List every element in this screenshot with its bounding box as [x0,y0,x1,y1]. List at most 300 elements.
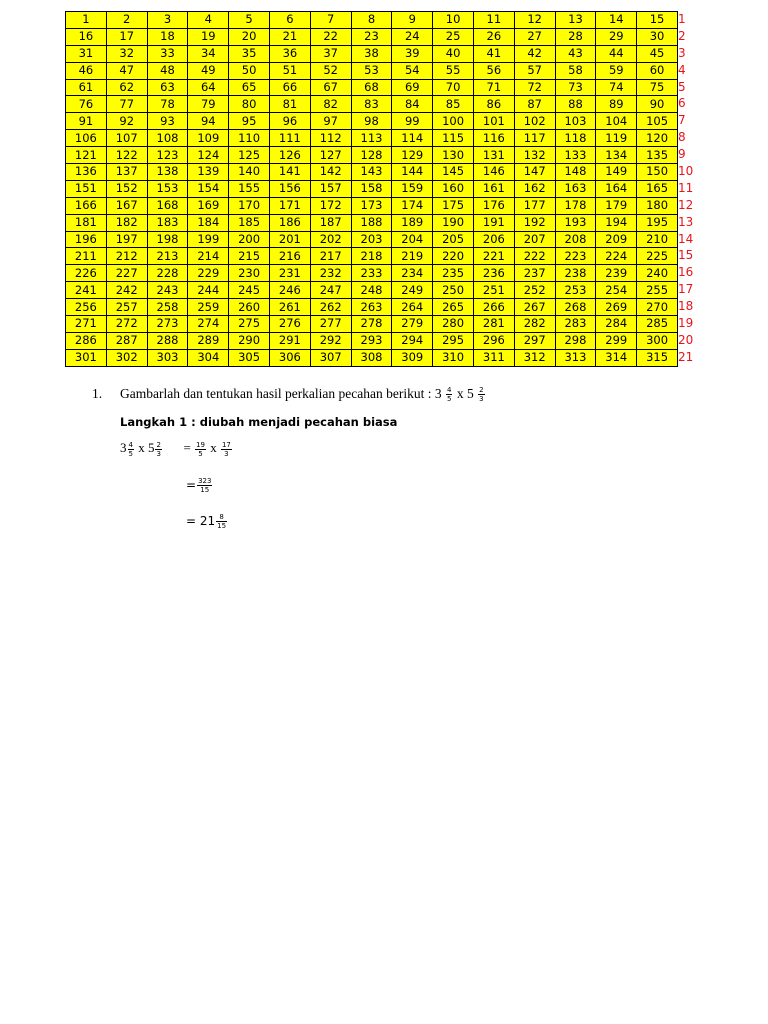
grid-cell: 26 [473,28,514,45]
grid-cell: 18 [147,28,188,45]
grid-cell: 277 [310,316,351,333]
grid-cell: 172 [310,197,351,214]
grid-cell: 243 [147,282,188,299]
grid-cell: 127 [310,147,351,164]
fraction-numerator: 2 [479,386,484,395]
grid-cell: 295 [433,332,474,349]
grid-cell: 171 [269,197,310,214]
grid-cell: 290 [229,332,270,349]
grid-cell: 129 [392,147,433,164]
grid-cell: 276 [269,316,310,333]
grid-cell: 293 [351,332,392,349]
grid-cell: 70 [433,79,474,96]
grid-cell: 285 [637,316,678,333]
grid-row [66,96,678,113]
grid-cell: 187 [310,214,351,231]
grid-cell: 163 [555,180,596,197]
grid-cell: 315 [637,349,678,366]
grid-cell: 83 [351,96,392,113]
grid-cell: 191 [473,214,514,231]
grid-cell: 205 [433,231,474,248]
grid-cell: 11 [473,12,514,29]
row-label: 7 [678,113,686,128]
grid-cell: 61 [66,79,107,96]
grid-cell: 90 [637,96,678,113]
grid-cell: 8 [351,12,392,29]
grid-cell: 118 [555,130,596,147]
grid-cell: 71 [473,79,514,96]
row-label: 17 [678,282,694,297]
grid-cell: 259 [188,299,229,316]
grid-row [66,147,678,164]
grid-cell: 253 [555,282,596,299]
grid-cell: 232 [310,265,351,282]
grid-cell: 204 [392,231,433,248]
grid-cell: 249 [392,282,433,299]
grid-cell: 106 [66,130,107,147]
grid-cell: 102 [514,113,555,130]
grid-cell: 242 [106,282,147,299]
grid-cell: 195 [637,214,678,231]
grid-cell: 263 [351,299,392,316]
grid-cell: 182 [106,214,147,231]
grid-cell: 36 [269,45,310,62]
grid-cell: 85 [433,96,474,113]
grid-cell: 304 [188,349,229,366]
grid-cell: 305 [229,349,270,366]
grid-cell: 228 [147,265,188,282]
grid-cell: 241 [66,282,107,299]
product-fraction [197,477,212,494]
grid-cell: 126 [269,147,310,164]
grid-cell: 159 [392,180,433,197]
grid-cell: 265 [433,299,474,316]
grid-cell: 156 [269,180,310,197]
fraction-denominator: 5 [447,395,452,404]
grid-cell: 101 [473,113,514,130]
grid-cell: 148 [555,164,596,181]
improper-fraction-2 [221,441,232,458]
grid-cell: 164 [596,180,637,197]
grid-cell: 271 [66,316,107,333]
grid-cell: 292 [310,332,351,349]
grid-cell: 113 [351,130,392,147]
grid-cell: 189 [392,214,433,231]
grid-cell: 114 [392,130,433,147]
grid-cell: 300 [637,332,678,349]
grid-row [66,299,678,316]
grid-cell: 299 [596,332,637,349]
step-1-line-3 [186,513,228,530]
grid-cell: 196 [66,231,107,248]
grid-cell: 252 [514,282,555,299]
mixed-whole: 3 [120,440,127,455]
grid-cell: 116 [473,130,514,147]
question-1 [92,386,486,403]
grid-cell: 224 [596,248,637,265]
fraction-numerator: 4 [447,386,452,395]
grid-cell: 209 [596,231,637,248]
grid-row [66,28,678,45]
grid-cell: 233 [351,265,392,282]
row-label: 2 [678,28,686,43]
grid-cell: 120 [637,130,678,147]
grid-cell: 86 [473,96,514,113]
grid-cell: 135 [637,147,678,164]
grid-cell: 279 [392,316,433,333]
grid-cell: 125 [229,147,270,164]
grid-cell: 59 [596,62,637,79]
grid-cell: 308 [351,349,392,366]
grid-cell: 225 [637,248,678,265]
grid-cell: 192 [514,214,555,231]
result-whole: = 21 [186,514,216,528]
grid-cell: 258 [147,299,188,316]
grid-cell: 184 [188,214,229,231]
grid-cell: 45 [637,45,678,62]
fraction-numerator: 2 [156,440,161,449]
step-1-title: Langkah 1 : diubah menjadi pecahan biasa [120,415,398,429]
grid-cell: 81 [269,96,310,113]
grid-cell: 211 [66,248,107,265]
grid-cell: 1 [66,12,107,29]
grid-cell: 185 [229,214,270,231]
grid-cell: 31 [66,45,107,62]
grid-cell: 261 [269,299,310,316]
grid-cell: 254 [596,282,637,299]
grid-cell: 268 [555,299,596,316]
grid-cell: 121 [66,147,107,164]
grid-cell: 223 [555,248,596,265]
number-grid [65,11,678,367]
grid-cell: 166 [66,197,107,214]
grid-cell: 274 [188,316,229,333]
grid-cell: 237 [514,265,555,282]
grid-cell: 167 [106,197,147,214]
grid-cell: 213 [147,248,188,265]
grid-cell: 123 [147,147,188,164]
grid-cell: 72 [514,79,555,96]
grid-cell: 56 [473,62,514,79]
fraction-denominator: 5 [198,449,203,458]
grid-cell: 89 [596,96,637,113]
grid-cell: 188 [351,214,392,231]
grid-cell: 22 [310,28,351,45]
grid-cell: 51 [269,62,310,79]
grid-cell: 28 [555,28,596,45]
grid-cell: 37 [310,45,351,62]
grid-cell: 66 [269,79,310,96]
grid-cell: 150 [637,164,678,181]
grid-cell: 207 [514,231,555,248]
grid-cell: 238 [555,265,596,282]
grid-cell: 9 [392,12,433,29]
row-label: 6 [678,96,686,111]
grid-cell: 286 [66,332,107,349]
grid-row [66,45,678,62]
grid-cell: 146 [473,164,514,181]
grid-cell: 12 [514,12,555,29]
grid-cell: 115 [433,130,474,147]
row-label: 8 [678,130,686,145]
grid-cell: 311 [473,349,514,366]
grid-cell: 34 [188,45,229,62]
grid-cell: 278 [351,316,392,333]
grid-cell: 73 [555,79,596,96]
grid-cell: 266 [473,299,514,316]
grid-cell: 69 [392,79,433,96]
grid-cell: 107 [106,130,147,147]
grid-row [66,180,678,197]
grid-cell: 47 [106,62,147,79]
grid-cell: 176 [473,197,514,214]
grid-cell: 79 [188,96,229,113]
grid-cell: 246 [269,282,310,299]
question-number: 1. [92,386,103,401]
grid-cell: 215 [229,248,270,265]
grid-cell: 40 [433,45,474,62]
grid-cell: 177 [514,197,555,214]
grid-cell: 312 [514,349,555,366]
grid-row [66,197,678,214]
step-1-line-1 [120,440,233,458]
grid-cell: 10 [433,12,474,29]
grid-cell: 94 [188,113,229,130]
grid-cell: 208 [555,231,596,248]
grid-row [66,265,678,282]
grid-cell: 17 [106,28,147,45]
grid-cell: 35 [229,45,270,62]
grid-cell: 313 [555,349,596,366]
grid-cell: 60 [637,62,678,79]
row-label: 9 [678,147,686,162]
grid-cell: 21 [269,28,310,45]
grid-cell: 44 [596,45,637,62]
grid-cell: 91 [66,113,107,130]
question-fraction-2 [478,386,484,403]
grid-cell: 301 [66,349,107,366]
mixed-fraction-2 [155,441,161,458]
grid-cell: 236 [473,265,514,282]
grid-cell: 24 [392,28,433,45]
grid-cell: 256 [66,299,107,316]
grid-cell: 158 [351,180,392,197]
grid-cell: 244 [188,282,229,299]
row-labels [678,11,702,366]
grid-cell: 206 [473,231,514,248]
grid-row [66,130,678,147]
fraction-numerator: 4 [128,440,133,449]
grid-cell: 272 [106,316,147,333]
grid-cell: 287 [106,332,147,349]
grid-cell: 248 [351,282,392,299]
grid-cell: 157 [310,180,351,197]
grid-cell: 314 [596,349,637,366]
row-label: 21 [678,349,694,364]
grid-cell: 33 [147,45,188,62]
question-fraction-1 [446,386,452,403]
grid-cell: 179 [596,197,637,214]
grid-cell: 133 [555,147,596,164]
row-label: 1 [678,12,686,26]
grid-cell: 216 [269,248,310,265]
grid-cell: 131 [473,147,514,164]
grid-cell: 212 [106,248,147,265]
grid-cell: 64 [188,79,229,96]
grid-cell: 137 [106,164,147,181]
grid-cell: 273 [147,316,188,333]
grid-row [66,214,678,231]
grid-cell: 197 [106,231,147,248]
grid-cell: 6 [269,12,310,29]
grid-cell: 297 [514,332,555,349]
grid-cell: 63 [147,79,188,96]
grid-row [66,332,678,349]
grid-cell: 174 [392,197,433,214]
grid-cell: 183 [147,214,188,231]
row-label: 12 [678,197,694,212]
grid-cell: 240 [637,265,678,282]
grid-cell: 41 [473,45,514,62]
grid-cell: 14 [596,12,637,29]
grid-cell: 230 [229,265,270,282]
grid-cell: 169 [188,197,229,214]
grid-cell: 29 [596,28,637,45]
grid-cell: 75 [637,79,678,96]
grid-cell: 25 [433,28,474,45]
grid-cell: 264 [392,299,433,316]
grid-cell: 88 [555,96,596,113]
grid-cell: 245 [229,282,270,299]
grid-cell: 194 [596,214,637,231]
grid-cell: 234 [392,265,433,282]
grid-cell: 20 [229,28,270,45]
grid-cell: 134 [596,147,637,164]
grid-cell: 229 [188,265,229,282]
grid-cell: 62 [106,79,147,96]
grid-cell: 124 [188,147,229,164]
grid-cell: 202 [310,231,351,248]
grid-cell: 289 [188,332,229,349]
grid-cell: 222 [514,248,555,265]
grid-cell: 219 [392,248,433,265]
grid-cell: 132 [514,147,555,164]
row-label: 5 [678,79,686,94]
grid-row [66,164,678,181]
grid-row [66,62,678,79]
grid-cell: 168 [147,197,188,214]
result-fraction [216,513,227,530]
grid-cell: 235 [433,265,474,282]
grid-cell: 27 [514,28,555,45]
grid-cell: 87 [514,96,555,113]
grid-cell: 214 [188,248,229,265]
grid-cell: 226 [66,265,107,282]
equals-sign: = [183,440,191,455]
grid-cell: 218 [351,248,392,265]
grid-cell: 303 [147,349,188,366]
grid-cell: 67 [310,79,351,96]
grid-cell: 144 [392,164,433,181]
grid-cell: 151 [66,180,107,197]
grid-row [66,248,678,265]
grid-row [66,79,678,96]
grid-cell: 199 [188,231,229,248]
grid-cell: 153 [147,180,188,197]
grid-cell: 307 [310,349,351,366]
row-label: 20 [678,332,694,347]
grid-cell: 160 [433,180,474,197]
times-sign: x 5 [138,440,155,455]
fraction-denominator: 3 [224,449,229,458]
grid-cell: 77 [106,96,147,113]
number-table [65,11,678,367]
row-label: 14 [678,231,694,246]
grid-cell: 58 [555,62,596,79]
grid-cell: 302 [106,349,147,366]
grid-cell: 109 [188,130,229,147]
grid-cell: 95 [229,113,270,130]
grid-cell: 128 [351,147,392,164]
grid-row [66,231,678,248]
grid-cell: 97 [310,113,351,130]
grid-cell: 145 [433,164,474,181]
grid-cell: 306 [269,349,310,366]
grid-cell: 198 [147,231,188,248]
fraction-denominator: 15 [217,522,227,530]
grid-cell: 2 [106,12,147,29]
equals-sign: = [186,478,197,492]
fraction-denominator: 15 [200,486,210,494]
grid-cell: 84 [392,96,433,113]
grid-cell: 78 [147,96,188,113]
grid-cell: 80 [229,96,270,113]
grid-cell: 65 [229,79,270,96]
step-1-line-2 [186,477,213,494]
grid-cell: 310 [433,349,474,366]
grid-cell: 19 [188,28,229,45]
grid-cell: 143 [351,164,392,181]
grid-cell: 170 [229,197,270,214]
grid-cell: 5 [229,12,270,29]
grid-cell: 23 [351,28,392,45]
grid-cell: 53 [351,62,392,79]
grid-cell: 112 [310,130,351,147]
grid-cell: 250 [433,282,474,299]
grid-row [66,349,678,366]
grid-cell: 283 [555,316,596,333]
grid-cell: 4 [188,12,229,29]
grid-cell: 76 [66,96,107,113]
grid-cell: 46 [66,62,107,79]
fraction-numerator: 19 [196,440,205,449]
grid-cell: 203 [351,231,392,248]
grid-cell: 162 [514,180,555,197]
grid-cell: 99 [392,113,433,130]
grid-cell: 7 [310,12,351,29]
grid-cell: 281 [473,316,514,333]
question-text: Gambarlah dan tentukan hasil perkalian pecahan berikut : 3 [120,386,442,401]
row-label: 16 [678,265,694,280]
grid-cell: 117 [514,130,555,147]
grid-cell: 140 [229,164,270,181]
grid-cell: 291 [269,332,310,349]
grid-row [66,316,678,333]
grid-cell: 275 [229,316,270,333]
grid-cell: 280 [433,316,474,333]
grid-cell: 210 [637,231,678,248]
fraction-denominator: 3 [479,395,484,404]
